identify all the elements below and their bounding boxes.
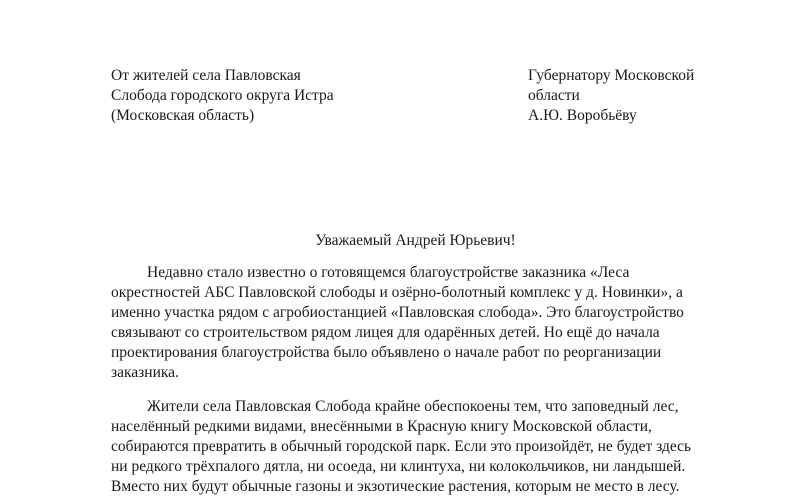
paragraph-line: проектирования благоустройства было объявлено о начале работ по реорганизации	[111, 344, 662, 361]
sender-line: (Московская область)	[111, 107, 255, 124]
sender-line: От жителей села Павловская	[111, 67, 301, 84]
paragraph-line: заказника.	[111, 364, 179, 381]
paragraph-line: ни редкого трёхпалого дятла, ни осоеда, ни клинтуха, ни колокольчиков, ни ландышей.	[111, 458, 686, 475]
paragraph-line: связывают со строительством рядом лицея для одарённых детей. Но ещё до начала	[111, 324, 660, 341]
paragraph-line: собираются превратить в обычный городской парк. Если это произойдёт, не будет здесь	[111, 438, 692, 455]
paragraph-line: именно участка рядом с агробиостанцией «Павловская слобода». Это благоустройство	[111, 304, 684, 321]
addressee-line: области	[528, 87, 580, 104]
paragraph-line: Жители села Павловская Слобода крайне обеспокоены тем, что заповедный лес,	[147, 398, 679, 415]
addressee-line: Губернатору Московской	[528, 67, 695, 84]
addressee-block	[528, 66, 694, 126]
paragraph	[111, 263, 711, 383]
paragraph	[111, 397, 711, 497]
addressee-line: А.Ю. Воробьёву	[528, 107, 637, 124]
paragraph-line: окрестностей АБС Павловской слободы и озёрно-болотный комплекс у д. Новинки», а	[111, 284, 683, 301]
paragraph-line: Вместо них будут обычные газоны и экзотические растения, которым не место в лесу.	[111, 478, 680, 495]
sender-line: Слобода городского округа Истра	[111, 87, 334, 104]
sender-block	[111, 66, 334, 126]
paragraph-line: Недавно стало известно о готовящемся благоустройстве заказника «Леса	[147, 264, 630, 281]
greeting: Уважаемый Андрей Юрьевич!	[315, 232, 516, 249]
paragraph-line: населённый редкими видами, внесёнными в Красную книгу Московской области,	[111, 418, 652, 435]
